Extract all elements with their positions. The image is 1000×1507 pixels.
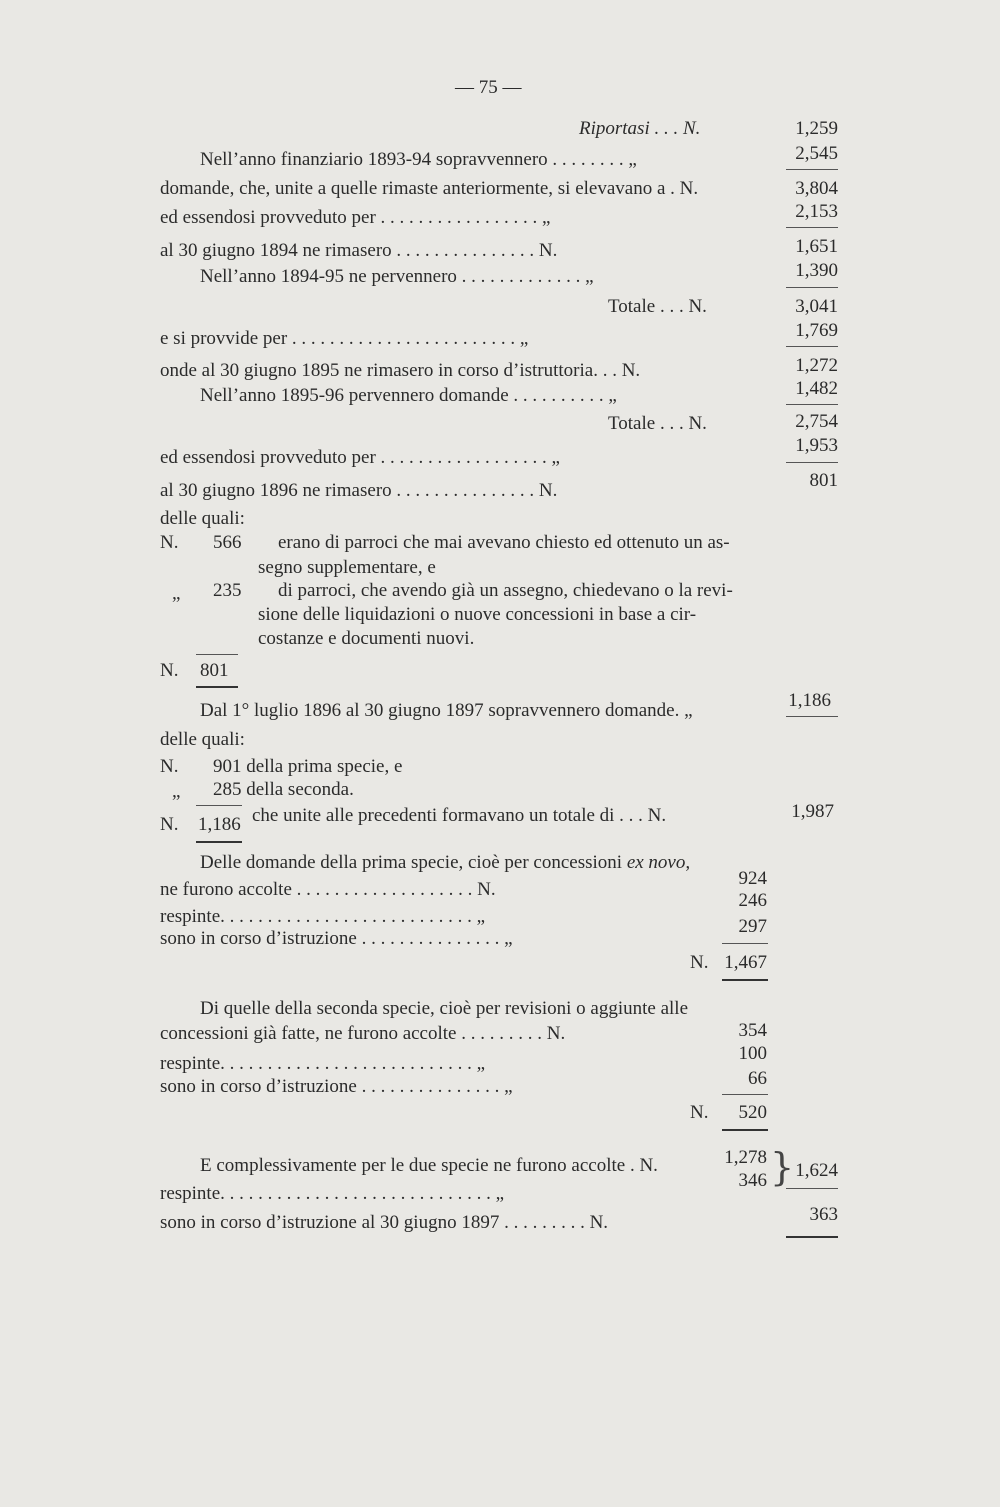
value-rimasero-1896: 801 (809, 470, 838, 491)
value-363: 363 (809, 1204, 838, 1225)
rule (786, 404, 838, 405)
value-1624: 1,624 (795, 1160, 838, 1181)
value-provveduto-1: 2,153 (795, 201, 838, 222)
rule (786, 169, 838, 170)
value-respinte-total: 346 (738, 1170, 767, 1191)
line-1893-94: Nell’anno finanziario 1893-94 sopravvennero . . . . . . . . „ (200, 149, 637, 170)
line-rimasero-1895: onde al 30 giugno 1895 ne rimasero in corso d’istruttoria. . . N. (160, 360, 641, 381)
value-accolte-total: 1,278 (724, 1147, 767, 1168)
page-number: — 75 — (455, 77, 522, 98)
rule (786, 346, 838, 347)
value-801-sum: 801 (200, 660, 229, 681)
rule (786, 716, 838, 717)
value-riportasi: 1,259 (795, 118, 838, 139)
delle-quali-1: delle quali: (160, 508, 245, 529)
rule (722, 943, 768, 944)
marker-n-801: N. (160, 660, 179, 681)
rule (786, 1188, 838, 1189)
value-accolte-2: 354 (738, 1020, 767, 1041)
ex-novo-text: ex novo, (626, 852, 691, 873)
line-totale-1987: che unite alle precedenti formavano un totale di . . . N. (252, 805, 667, 826)
value-235: 235 (213, 580, 242, 601)
totale-1: Totale . . . N. (608, 296, 707, 317)
line-seconda-specie: Di quelle della seconda specie, cioè per revisioni o aggiunte alle (200, 998, 689, 1019)
rule (786, 462, 838, 463)
line-domande: domande, che, unite a quelle rimaste anteriormente, si elevavano a . N. (160, 178, 699, 199)
totale-2: Totale . . . N. (608, 413, 707, 434)
value-1467: 1,467 (724, 952, 767, 973)
line-1895-96: Nell’anno 1895-96 pervennero domande . . . . . . . . . . „ (200, 385, 617, 406)
value-domande: 3,804 (795, 178, 838, 199)
line-285: 285 della seconda. (213, 779, 354, 800)
line-segno: segno supplementare, e (258, 557, 436, 578)
value-1987: 1,987 (791, 801, 834, 822)
value-1894-95: 1,390 (795, 260, 838, 281)
value-1896-97: 1,186 (788, 690, 831, 711)
riportasi-label: Riportasi . . . N. (579, 118, 701, 139)
line-sione: sione delle liquidazioni o nuove concessioni in base a cir- (258, 604, 697, 625)
line-respinte-2: respinte. . . . . . . . . . . . . . . . . . . . . . . . . . . „ (160, 1053, 486, 1074)
value-520: 520 (738, 1102, 767, 1123)
line-complessivamente: E complessivamente per le due specie ne furono accolte . N. (200, 1155, 658, 1176)
rule-double (196, 841, 242, 843)
marker-n-901: N. (160, 756, 179, 777)
rule-double (722, 1129, 768, 1131)
rule-double (786, 1236, 838, 1238)
value-1186-sum: 1,186 (198, 814, 241, 835)
line-provveduto-2: ed essendosi provveduto per . . . . . . . . . . . . . . . . . . „ (160, 447, 560, 468)
marker-ditto-285: „ (172, 781, 181, 802)
marker-n-1467: N. (690, 952, 709, 973)
line-235: di parroci, che avendo già un assegno, chiedevano o la revi- (278, 580, 733, 601)
value-totale-1: 3,041 (795, 296, 838, 317)
rule-double (722, 979, 768, 981)
value-rimasero-1895: 1,272 (795, 355, 838, 376)
prima-specie-text: Delle domande della prima specie, cioè per concessioni (200, 852, 627, 873)
line-istruzione-1: sono in corso d’istruzione . . . . . . . . . . . . . . . „ (160, 928, 513, 949)
value-566: 566 (213, 532, 242, 553)
value-1895-96: 1,482 (795, 378, 838, 399)
line-rimasero-1894: al 30 giugno 1894 ne rimasero . . . . . . . . . . . . . . . N. (160, 240, 558, 261)
line-istruzione-total: sono in corso d’istruzione al 30 giugno 1897 . . . . . . . . . N. (160, 1212, 609, 1233)
rule (722, 1094, 768, 1095)
line-provveduto-1: ed essendosi provveduto per . . . . . . . . . . . . . . . . . „ (160, 207, 551, 228)
value-istruzione-2: 66 (748, 1068, 767, 1089)
value-istruzione-1: 297 (738, 916, 767, 937)
value-provveduto-2: 1,953 (795, 435, 838, 456)
line-istruzione-2: sono in corso d’istruzione . . . . . . . . . . . . . . . „ (160, 1076, 513, 1097)
value-respinte-1: 246 (738, 890, 767, 911)
line-prima-specie (200, 852, 690, 874)
marker-n-1186: N. (160, 814, 179, 835)
line-respinte-1: respinte. . . . . . . . . . . . . . . . . . . . . . . . . . . „ (160, 906, 486, 927)
value-totale-2: 2,754 (795, 411, 838, 432)
line-provvide: e si provvide per . . . . . . . . . . . . . . . . . . . . . . . . „ (160, 328, 529, 349)
value-accolte-1: 924 (738, 868, 767, 889)
marker-n-520: N. (690, 1102, 709, 1123)
value-1893-94: 2,545 (795, 143, 838, 164)
delle-quali-2: delle quali: (160, 729, 245, 750)
line-costanze: costanze e documenti nuovi. (258, 628, 475, 649)
value-provvide: 1,769 (795, 320, 838, 341)
marker-ditto-235: „ (172, 583, 181, 604)
rule (196, 654, 238, 655)
value-respinte-2: 100 (738, 1043, 767, 1064)
brace-icon: } (770, 1145, 795, 1189)
rule (196, 805, 242, 806)
value-rimasero-1894: 1,651 (795, 236, 838, 257)
line-566: erano di parroci che mai avevano chiesto ed ottenuto un as- (278, 532, 730, 553)
line-901: 901 della prima specie, e (213, 756, 403, 777)
rule (786, 287, 838, 288)
line-1896-97: Dal 1° luglio 1896 al 30 giugno 1897 sopravvennero domande. „ (200, 700, 693, 721)
line-respinte-total: respinte. . . . . . . . . . . . . . . . . . . . . . . . . . . . . „ (160, 1183, 505, 1204)
rule-double (196, 686, 238, 688)
line-accolte-1: ne furono accolte . . . . . . . . . . . . . . . . . . . N. (160, 879, 496, 900)
rule (786, 227, 838, 228)
line-accolte-2: concessioni già fatte, ne furono accolte . . . . . . . . . N. (160, 1023, 566, 1044)
marker-n-566: N. (160, 532, 179, 553)
line-1894-95: Nell’anno 1894-95 ne pervennero . . . . . . . . . . . . . „ (200, 266, 594, 287)
line-rimasero-1896: al 30 giugno 1896 ne rimasero . . . . . . . . . . . . . . . N. (160, 480, 558, 501)
